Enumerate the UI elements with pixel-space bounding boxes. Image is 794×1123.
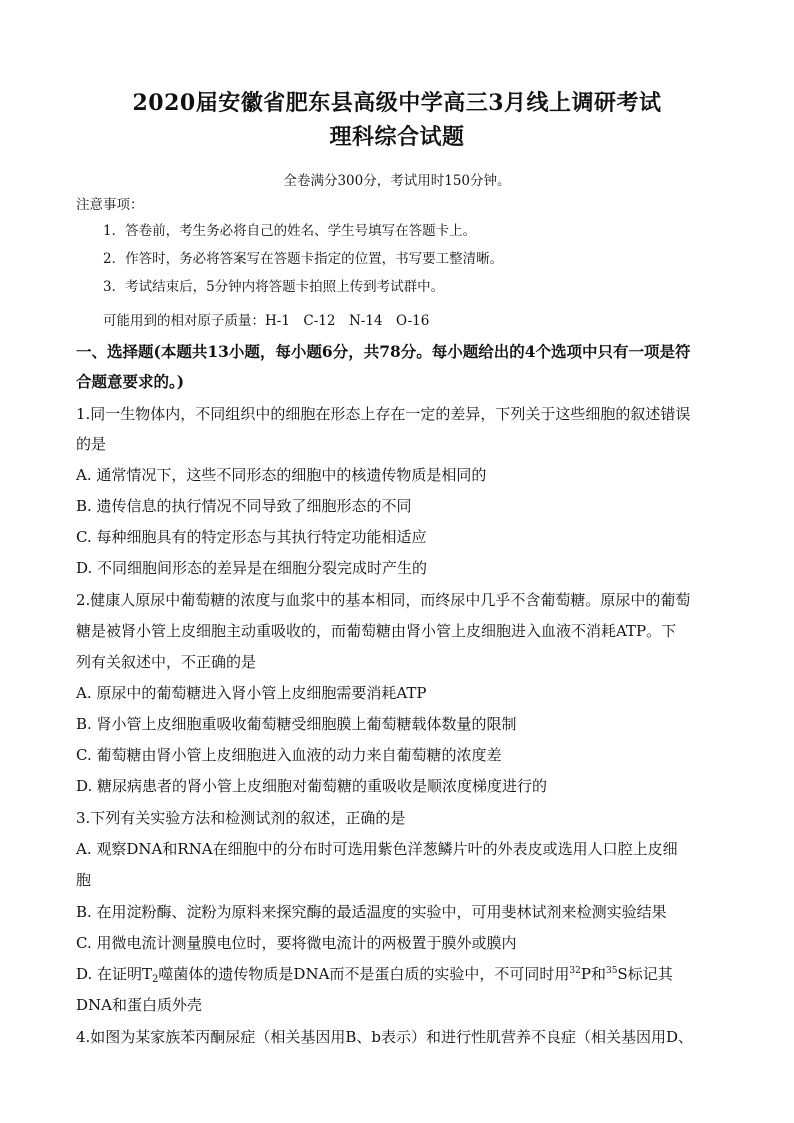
superscript: 35: [605, 966, 618, 976]
q1-option-b: B. 遗传信息的执行情况不同导致了细胞形态的不同: [76, 497, 412, 515]
q3-option-d-text: D. 在证明T: [76, 965, 153, 983]
q2-stem: 2.健康人原尿中葡萄糖的浓度与血浆中的基本相同，而终尿中几乎不含葡萄糖。原尿中的葡萄: [76, 591, 691, 609]
notice-item-3: 3．考试结束后，5分钟内将答题卡拍照上传到考试群中。: [103, 279, 445, 295]
q2-stem-cont: 糖是被肾小管上皮细胞主动重吸收的，而葡萄糖由肾小管上皮细胞进入血液不消耗ATP。下: [76, 622, 677, 640]
q3-option-d-text: P和: [580, 965, 606, 983]
q1-option-d: D. 不同细胞间形态的差异是在细胞分裂完成时产生的: [76, 559, 428, 577]
superscript: 32: [569, 966, 581, 976]
q3-option-d-cont: DNA和蛋白质外壳: [76, 996, 202, 1014]
notice-item-2: 2．作答时，务必将答案写在答题卡指定的位置，书写要工整清晰。: [103, 251, 504, 267]
q3-option-a: A. 观察DNA和RNA在细胞中的分布时可选用紫色洋葱鳞片叶的外表皮或选用人口腔上皮细: [76, 840, 678, 858]
q3-stem: 3.下列有关实验方法和检测试剂的叙述，正确的是: [76, 809, 406, 827]
q3-option-b: B. 在用淀粉酶、淀粉为原料来探究酶的最适温度的实验中，可用斐林试剂来检测实验结果: [76, 903, 667, 921]
q2-stem-cont2: 列有关叙述中，不正确的是: [76, 653, 257, 671]
exam-subject-title: 理科综合试题: [329, 124, 465, 150]
q2-option-d: D. 糖尿病患者的肾小管上皮细胞对葡萄糖的重吸收是顺浓度梯度进行的: [76, 777, 548, 795]
q3-option-d: [76, 964, 673, 984]
q2-option-a: A. 原尿中的葡萄糖进入肾小管上皮细胞需要消耗ATP: [76, 684, 427, 702]
q1-stem: 1.同一生物体内，不同组织中的细胞在形态上存在一定的差异，下列关于这些细胞的叙述错误: [76, 405, 691, 423]
q3-option-c: C. 用微电流计测量膜电位时，要将微电流计的两极置于膜外或膜内: [76, 934, 517, 952]
q2-option-c: C. 葡萄糖由肾小管上皮细胞进入血液的动力来自葡萄糖的浓度差: [76, 746, 502, 764]
notice-item-1: 1．答卷前，考生务必将自己的姓名、学生号填写在答题卡上。: [103, 223, 477, 239]
q1-option-c: C. 每种细胞具有的特定形态与其执行特定功能相适应: [76, 528, 427, 546]
subscript: 2: [152, 974, 159, 985]
q1-stem-cont: 的是: [76, 435, 107, 453]
q4-stem: 4.如图为某家族苯丙酮尿症（相关基因用B、b表示）和进行性肌营养不良症（相关基因用D、: [76, 1028, 693, 1046]
q3-option-a-cont: 胞: [76, 871, 92, 889]
notice-heading: 注意事项：: [76, 197, 144, 213]
q3-option-d-text: 噬菌体的遗传物质是DNA而不是蛋白质的实验中，不可同时用: [158, 965, 570, 983]
section-heading-cont: 合题意要求的。): [76, 372, 185, 391]
q3-option-d-text: S标记其: [617, 965, 673, 983]
exam-title: 2020届安徽省肥东县高级中学高三3月线上调研考试: [132, 90, 662, 116]
q2-option-b: B. 肾小管上皮细胞重吸收葡萄糖受细胞膜上葡萄糖载体数量的限制: [76, 715, 517, 733]
exam-info: 全卷满分300分，考试用时150分钟。: [283, 173, 511, 189]
atomic-masses: 可能用到的相对原子质量：H-1 C-12 N-14 O-16: [103, 313, 430, 329]
section-heading: 一、选择题(本题共13小题，每小题6分，共78分。每小题给出的4个选项中只有一项是符: [76, 342, 691, 361]
q1-option-a: A. 通常情况下，这些不同形态的细胞中的核遗传物质是相同的: [76, 466, 487, 484]
